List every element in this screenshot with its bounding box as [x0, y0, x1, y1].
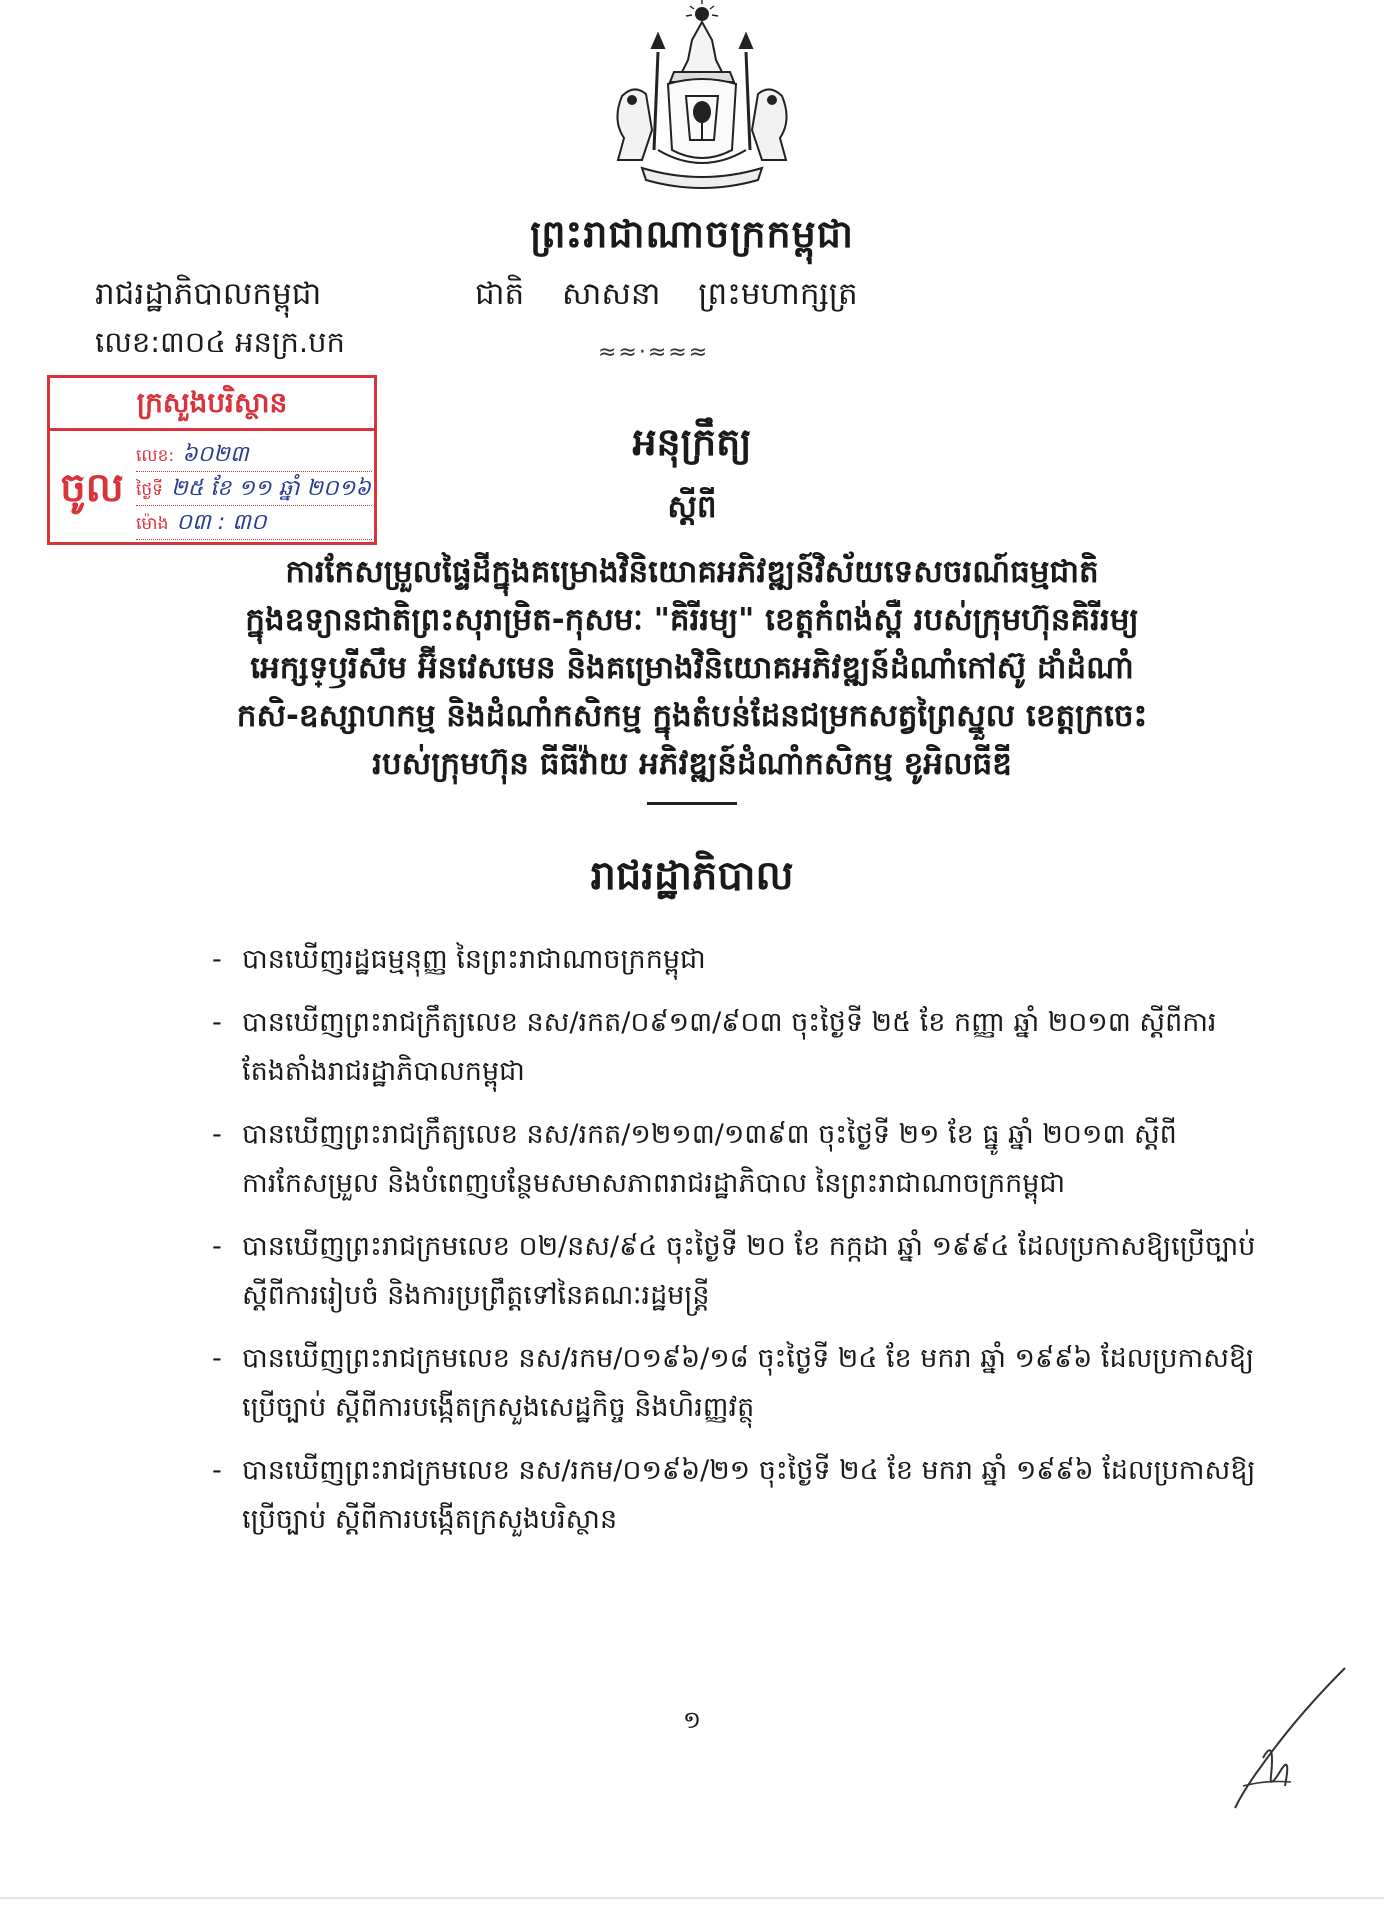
recital-text: បានឃើញព្រះរាជក្រឹត្យលេខ នស/រកត/១២១៣/១៣៩៣ ចុះថ្ងៃទី ២១ ខែ ធ្នូ ឆ្នាំ ២០១៣ ស្តីពីការកែសម្រួល និងបំពេញបន្ថែមសមាសភាពរាជរដ្ឋាភិបាល នៃព្រះរាជាណាចក្រកម្ពុជា: [242, 1119, 1177, 1199]
recital-item: - បានឃើញព្រះរាជក្រមលេខ ០២/នស/៩៤ ចុះថ្ងៃទី ២០ ខែ កក្កដា ឆ្នាំ ១៩៩៤ ដែលប្រកាសឱ្យប្រើច្បាប់ ស្តីពីការរៀបចំ និងការប្រព្រឹត្តទៅនៃគណៈរដ្ឋមន្ត្រី: [212, 1231, 1256, 1311]
stamp-number-label: លេខ:: [136, 446, 175, 466]
ornamental-divider: ≈≈·≈≈≈: [598, 340, 710, 365]
stamp-date-label: ថ្ងៃទី: [136, 480, 163, 500]
national-motto: ជាតិ សាសនា ព្រះមហាក្សត្រ: [475, 276, 858, 312]
about-heading: ស្តីពី: [667, 489, 717, 525]
stamp-time-label: ម៉ោង: [136, 514, 169, 534]
stamp-received-badge: ចូល: [60, 465, 124, 511]
government-header: រាជរដ្ឋាភិបាលកម្ពុជា: [95, 276, 322, 312]
page-number: ១: [682, 1706, 702, 1734]
subject-block: [120, 548, 1264, 788]
recital-text: បានឃើញព្រះរាជក្រឹត្យលេខ នស/រកត/០៩១៣/៩០៣ ចុះថ្ងៃទី ២៥ ខែ កញ្ញា ឆ្នាំ ២០១៣ ស្តីពីការតែងតាំងរាជរដ្ឋាភិបាលកម្ពុជា: [242, 1007, 1217, 1087]
recital-text: បានឃើញព្រះរាជក្រមលេខ នស/រកម/០១៩៦/២១ ចុះថ្ងៃទី ២៤ ខែ មករា ឆ្នាំ ១៩៩៦ ដែលប្រកាសឱ្យប្រើច្បាប់ ស្តីពីការបង្កើតក្រសួងបរិស្ថាន: [242, 1455, 1256, 1535]
recitals-list: [212, 935, 1262, 1558]
recital-text: បានឃើញព្រះរាជក្រមលេខ នស/រកម/០១៩៦/១៨ ចុះថ្ងៃទី ២៤ ខែ មករា ឆ្នាំ ១៩៩៦ ដែលប្រកាសឱ្យប្រើច្បាប់ ស្តីពីការបង្កើតក្រសួងសេដ្ឋកិច្ច និងហិរញ្ញវត្ថុ: [242, 1343, 1255, 1423]
subject-line: កសិ-ឧស្សាហកម្ម និងដំណាំកសិកម្ម ក្នុងតំបន់ដែនជម្រកសត្វព្រៃស្នួល ខេត្តក្រចេះ: [236, 698, 1148, 734]
royal-emblem-icon: [582, 0, 822, 200]
scan-edge: [0, 1897, 1384, 1899]
recital-text: បានឃើញរដ្ឋធម្មនុញ្ញ នៃព្រះរាជាណាចក្រកម្ពុជា: [242, 944, 706, 975]
recital-item: - បានឃើញរដ្ឋធម្មនុញ្ញ នៃព្រះរាជាណាចក្រកម្ពុជា: [212, 944, 706, 975]
recital-text: បានឃើញព្រះរាជក្រមលេខ ០២/នស/៩៤ ចុះថ្ងៃទី ២០ ខែ កក្កដា ឆ្នាំ ១៩៩៤ ដែលប្រកាសឱ្យប្រើច្បាប់ ស្តីពីការរៀបចំ និងការប្រព្រឹត្តទៅនៃគណៈរដ្ឋមន្ត្រី: [242, 1231, 1256, 1311]
stamp-number-value: ៦០២៣: [182, 442, 249, 467]
document-number: លេខ:៣០៤ អនក្រ.បក: [95, 325, 345, 359]
document-type-heading: អនុក្រឹត្យ: [632, 420, 752, 464]
subject-line: ក្នុងឧទ្យានជាតិព្រះសុរាម្រិត-កុសមៈ "គិរីរម្យ" ខេត្តកំពង់ស្ពឺ របស់ក្រុមហ៊ុនគិរីរម្យ: [245, 602, 1139, 638]
stamp-time-value: ០៣ : ៣០: [176, 510, 267, 535]
signature-icon: [1205, 1658, 1350, 1813]
stamp-title: ក្រសួងបរិស្ថាន: [50, 378, 374, 431]
authority-heading: រាជរដ្ឋាភិបាល: [590, 853, 794, 899]
recital-item: - បានឃើញព្រះរាជក្រមលេខ នស/រកម/០១៩៦/២១ ចុះថ្ងៃទី ២៤ ខែ មករា ឆ្នាំ ១៩៩៦ ដែលប្រកាសឱ្យប្រើច្បាប់ ស្តីពីការបង្កើតក្រសួងបរិស្ថាន: [212, 1455, 1256, 1535]
kingdom-title: ព្រះរាជាណាចក្រកម្ពុជា: [530, 212, 854, 256]
subject-divider: [647, 802, 737, 805]
recital-item: - បានឃើញព្រះរាជក្រឹត្យលេខ នស/រកត/០៩១៣/៩០៣ ចុះថ្ងៃទី ២៥ ខែ កញ្ញា ឆ្នាំ ២០១៣ ស្តីពីការតែងតាំងរាជរដ្ឋាភិបាលកម្ពុជា: [212, 1007, 1217, 1087]
recital-item: - បានឃើញព្រះរាជក្រឹត្យលេខ នស/រកត/១២១៣/១៣៩៣ ចុះថ្ងៃទី ២១ ខែ ធ្នូ ឆ្នាំ ២០១៣ ស្តីពីការកែសម្រួល និងបំពេញបន្ថែមសមាសភាពរាជរដ្ឋាភិបាល នៃព្រះរាជាណាចក្រកម្ពុជា: [212, 1119, 1177, 1199]
subject-line: របស់ក្រុមហ៊ុន ធីធីវ៉ាយ អភិវឌ្ឍន៍ដំណាំកសិកម្ម ខូអិលធីឌី: [372, 746, 1012, 782]
recital-item: - បានឃើញព្រះរាជក្រមលេខ នស/រកម/០១៩៦/១៨ ចុះថ្ងៃទី ២៤ ខែ មករា ឆ្នាំ ១៩៩៦ ដែលប្រកាសឱ្យប្រើច្បាប់ ស្តីពីការបង្កើតក្រសួងសេដ្ឋកិច្ច និងហិរញ្ញវត្ថុ: [212, 1343, 1255, 1423]
subject-line: អេក្សទ្ឫរីសឹម អ៊ីនវេសមេន និងគម្រោងវិនិយោគអភិវឌ្ឍន៍ដំណាំកៅស៊ូ ដាំដំណាំ: [250, 650, 1134, 686]
subject-line: ការកែសម្រួលផ្ទៃដីក្នុងគម្រោងវិនិយោគអភិវឌ្ឍន៍វិស័យទេសចរណ៍ធម្មជាតិ: [285, 554, 1099, 590]
stamp-date-value: ២៥ ខែ ១១ ឆ្នាំ ២០១៦: [170, 476, 371, 501]
